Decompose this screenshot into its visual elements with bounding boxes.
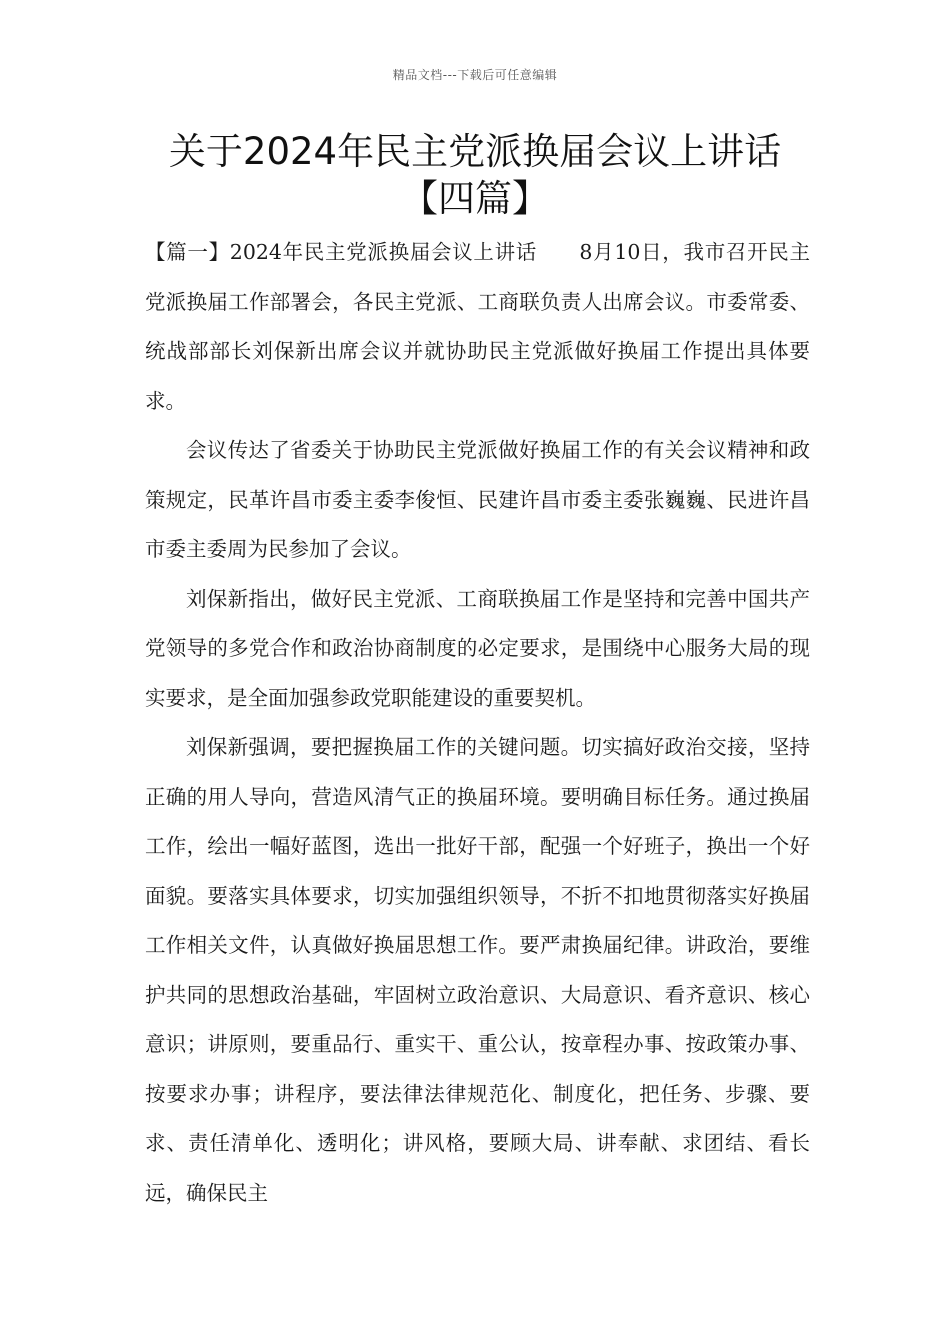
title-line-2: 【四篇】 — [401, 177, 549, 220]
paragraph-4: 刘保新强调，要把握换届工作的关键问题。切实搞好政治交接，坚持正确的用人导向，营造风清气正的换届环境。要明确目标任务。通过换届工作，绘出一幅好蓝图，选出一批好干部，配强一个好班子，换出一个好面貌。要落实具体要求，切实加强组织领导，不折不扣地贯彻落实好换届工作相关文件，认真做好换届思想工作。要严肃换届纪律。讲政治，要维护共同的思想政治基础，牢固树立政治意识、大局意识、看齐意识、核心意识；讲原则，要重品行、重实干、重公认，按章程办事、按政策办事、按要求办事；讲程序，要法律法律规范化、制度化，把任务、步骤、要求、责任清单化、透明化；讲风格，要顾大局、讲奉献、求团结、看长远，确保民主 — [145, 735, 810, 1205]
paragraph-2: 会议传达了省委关于协助民主党派做好换届工作的有关会议精神和政策规定，民革许昌市委主委李俊恒、民建许昌市委主委张巍巍、民进许昌市委主委周为民参加了会议。 — [145, 438, 810, 561]
document-body — [145, 228, 810, 1218]
paragraph-3: 刘保新指出，做好民主党派、工商联换届工作是坚持和完善中国共产党领导的多党合作和政治协商制度的必定要求，是围绕中心服务大局的现实要求，是全面加强参政党职能建设的重要契机。 — [145, 586, 810, 710]
header-note: 精品文档---下载后可任意编辑 — [392, 68, 558, 82]
document-title — [100, 128, 850, 222]
paragraph-1: 【篇一】2024年民主党派换届会议上讲话 8月10日，我市召开民主党派换届工作部署会，各民主党派、工商联负责人出席会议。市委常委、统战部部长刘保新出席会议并就协助民主党派做好换届工作提出具体要求。 — [145, 240, 810, 413]
title-line-1: 关于2024年民主党派换届会议上讲话 — [168, 130, 782, 173]
